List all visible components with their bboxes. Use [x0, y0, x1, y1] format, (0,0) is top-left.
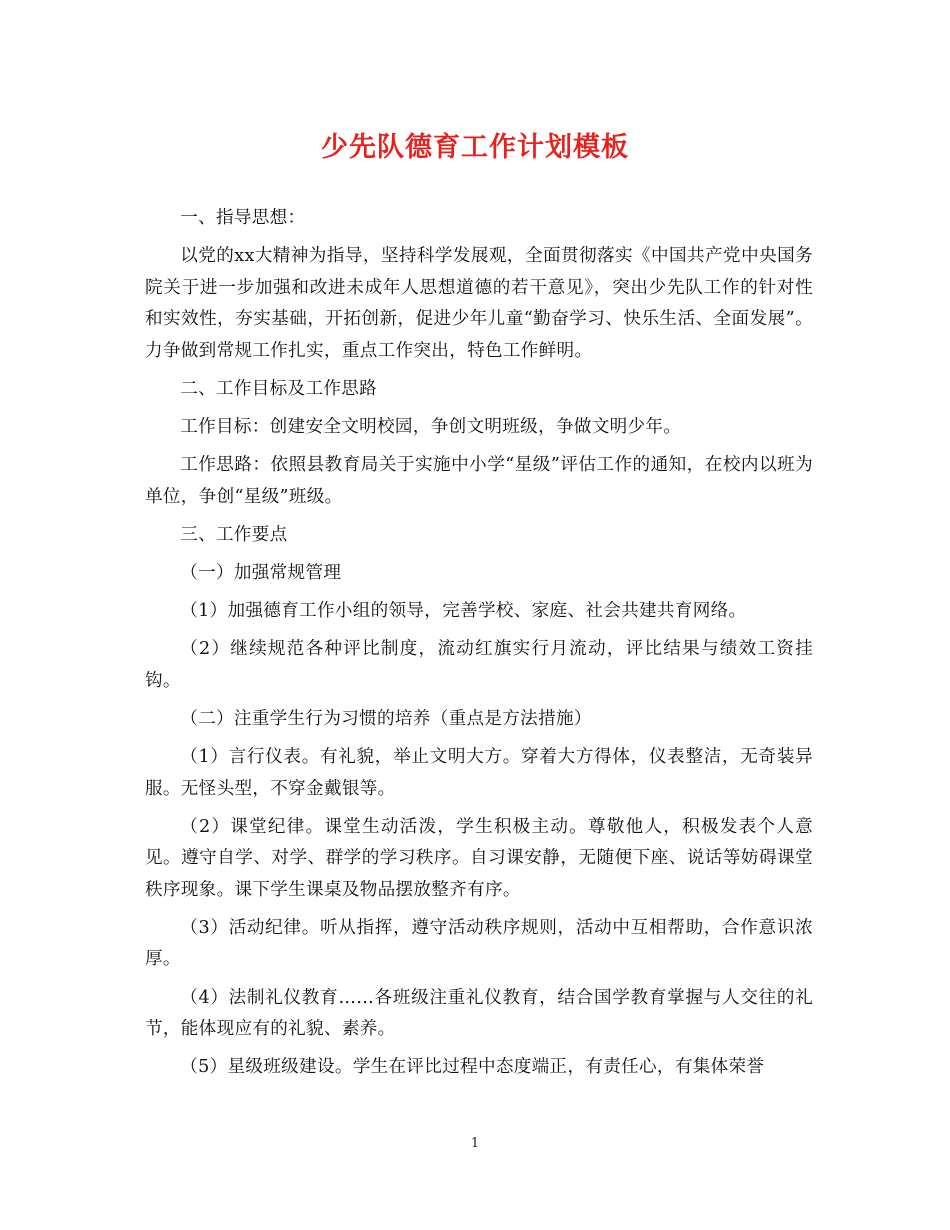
- list-item-routine-1: （1）加强德育工作小组的领导，完善学校、家庭、社会共建共育网络。: [180, 601, 747, 622]
- paragraph-work-ideas: 工作思路：依照县教育局关于实施中小学“星级”评估工作的通知，在校内以班为单位，争创“星级”班级。: [145, 455, 813, 507]
- document-title: 少先队德育工作计划模板: [321, 132, 629, 163]
- list-item-behavior-4: （4）法制礼仪教育……各班级注重礼仪教育，结合国学教育掌握与人交往的礼节，能体现应有的礼貌、素养。: [145, 987, 813, 1040]
- heading-goals-and-ideas: 二、工作目标及工作思路: [180, 378, 378, 399]
- heading-guiding-thought: 一、指导思想：: [180, 208, 306, 228]
- list-item-routine-2: （2）继续规范各种评比制度，流动红旗实行月流动，评比结果与绩效工资挂钩。: [145, 639, 813, 691]
- list-item-behavior-2: （2）课堂纪律。课堂生动活泼，学生积极主动。尊敬他人，积极发表个人意见。遵守自学、对学、群学的学习秩序。自习课安静，无随便下座、说话等妨碍课堂秩序现象。课下学生课桌及物品摆放整齐有序。: [145, 816, 813, 900]
- list-item-behavior-5: （5）星级班级建设。学生在评比过程中态度端正，有责任心，有集体荣誉: [180, 1057, 765, 1078]
- subheading-behavior-habits: （二）注重学生行为习惯的培养（重点是方法措施）: [180, 708, 592, 729]
- subheading-routine-management: （一）加强常规管理: [180, 562, 342, 583]
- list-item-behavior-3: （3）活动纪律。听从指挥，遵守活动秩序规则，活动中互相帮助，合作意识浓厚。: [145, 917, 813, 970]
- page-number: 1: [470, 1136, 480, 1151]
- paragraph-work-goal: 工作目标：创建安全文明校园，争创文明班级，争做文明少年。: [180, 417, 682, 438]
- paragraph-guiding-thought: 以党的xx大精神为指导，坚持科学发展观，全面贯彻落实《中国共产党中央国务院关于进一步加强和改进未成年人思想道德的若干意见》，突出少先队工作的针对性和实效性，夯实基础，开拓创新，促进少年儿童“勤奋学习、快乐生活、全面发展”。力争做到常规工作扎实，重点工作突出，特色工作鲜明。: [145, 246, 813, 361]
- heading-work-points: 三、工作要点: [180, 524, 288, 545]
- list-item-behavior-1: （1）言行仪表。有礼貌，举止文明大方。穿着大方得体，仪表整洁，无奇装异服。无怪头型，不穿金戴银等。: [145, 746, 813, 799]
- document-body: [145, 203, 813, 1090]
